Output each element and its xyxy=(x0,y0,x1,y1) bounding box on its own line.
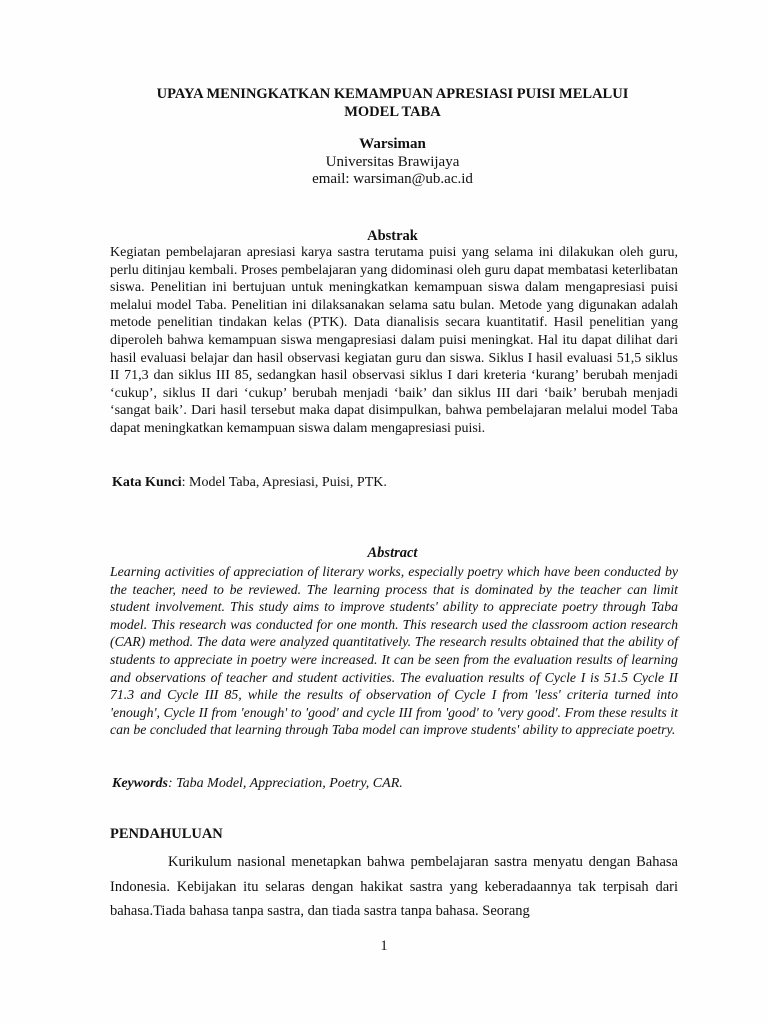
kata-kunci xyxy=(112,475,678,491)
author-name: Warsiman xyxy=(359,136,426,152)
author-email: email: warsiman@ub.ac.id xyxy=(312,171,473,187)
keywords-values: : Taba Model, Appreciation, Poetry, CAR. xyxy=(168,776,403,791)
title-line-1: UPAYA MENINGKATKAN KEMAMPUAN APRESIASI PUISI MELALUI xyxy=(156,86,629,102)
abstrak-body: Kegiatan pembelajaran apresiasi karya sastra terutama puisi yang selama ini dilakukan oleh guru, perlu ditinjau kembali. Proses pembelajaran yang didominasi oleh guru dapat membatasi keterlibatan siswa. Penelitian ini bertujuan untuk meningkatkan kemampuan siswa dalam mengapresiasi puisi melalui model Taba. Penelitian ini dilaksanakan selama satu bulan. Metode yang digunakan adalah metode penelitian tindakan kelas (PTK). Data dianalisis secara kuantitatif. Hasil penelitian yang diperoleh bahwa kemampuan siswa mengapresiasi dalam puisi meningkat. Hal itu dapat dilihat dari hasil evaluasi belajar dan hasil observasi kegiatan guru dan siswa. Siklus I hasil evaluasi 51,5 siklus II 71,3 dan siklus III 85, sedangkan hasil observasi siklus I dari kreteria ‘kurang’ berubah menjadi ‘cukup’, siklus II dari ‘cukup’ berubah menjadi ‘baik’ dan siklus III dari ‘baik’ berubah menjadi ‘sangat baik’. Dari hasil tersebut maka dapat disimpulkan, bahwa pembelajaran melalui model Taba dapat meningkatkan kemampuan siswa dalam mengapresiasi puisi. xyxy=(110,245,678,436)
kata-kunci-values: : Model Taba, Apresiasi, Puisi, PTK. xyxy=(181,475,387,490)
keywords-label: Keywords xyxy=(112,776,168,791)
introduction-body: Kurikulum nasional menetapkan bahwa pembelajaran sastra menyatu dengan Bahasa Indonesia. Kebijakan itu selaras dengan hakikat sastra yang keberadaannya tak terpisah dari bahasa.Tiada bahasa tanpa sastra, dan tiada sastra tanpa bahasa. Seorang xyxy=(110,854,678,919)
introduction-heading: PENDAHULUAN xyxy=(110,826,223,842)
abstract-body: Learning activities of appreciation of literary works, especially poetry which have been conducted by the teacher, need to be reviewed. The learning process that is dominated by the teacher can limit student involvement. This study aims to improve students' ability to appreciate poetry through Taba model. This research was conducted for one month. This research used the classroom action research (CAR) method. The data were analyzed quantitatively. The research results obtained that the ability of students to appreciate in poetry were increased. It can be seen from the evaluation results of learning and observations of teacher and student activities. The evaluation results of Cycle I is 51.5 Cycle II 71.3 and Cycle III 85, while the results of observation of Cycle I from 'less' criteria turned into 'enough', Cycle II from 'enough' to 'good' and cycle III from 'good' to 'very good'. From these results it can be concluded that learning through Taba model can improve students' ability to appreciate poetry. xyxy=(110,564,678,738)
abstract-heading: Abstract xyxy=(367,545,418,561)
kata-kunci-label: Kata Kunci xyxy=(112,475,182,490)
paper-title xyxy=(100,85,685,121)
keywords xyxy=(112,776,678,792)
page-number: 1 xyxy=(380,938,388,954)
abstrak-heading: Abstrak xyxy=(367,228,418,244)
title-line-2: MODEL TABA xyxy=(344,104,441,120)
author-affiliation: Universitas Brawijaya xyxy=(325,153,460,170)
author-block xyxy=(100,136,685,189)
